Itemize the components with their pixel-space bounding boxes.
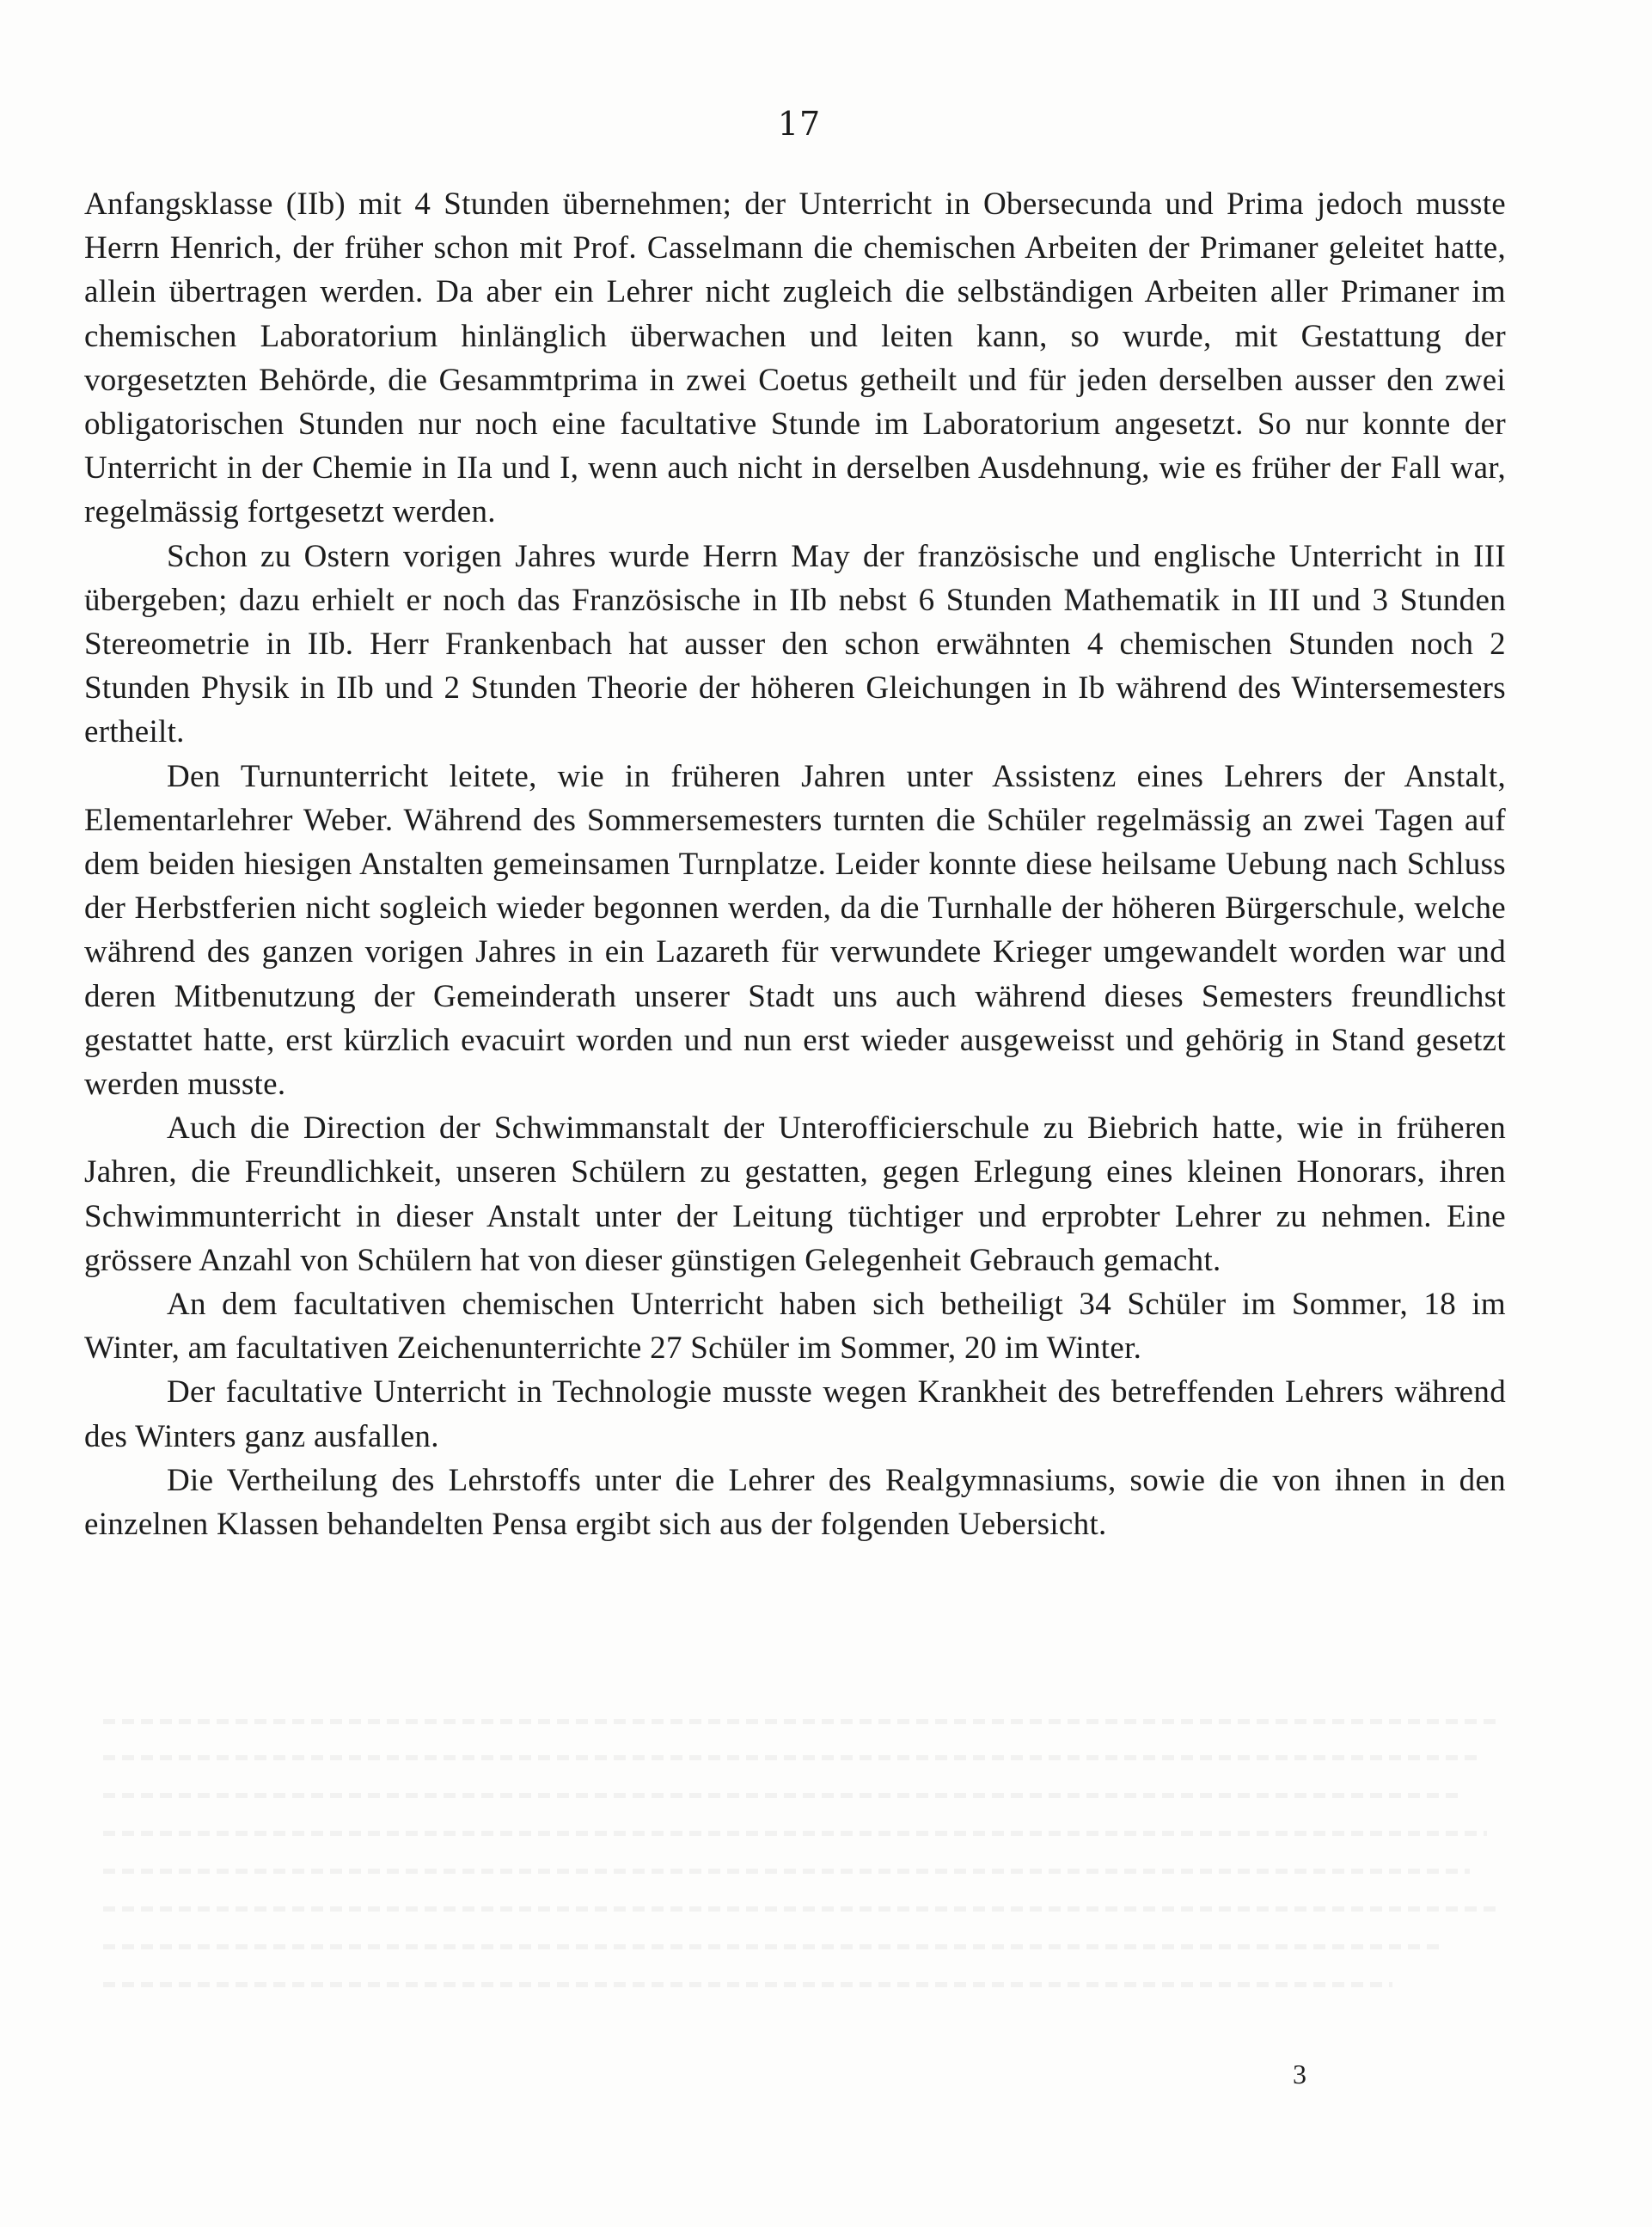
paragraph-6: Der facultative Unterricht in Technologie musste wegen Krankheit des betreffenden Lehrers während des Winters ganz ausfallen. — [84, 1374, 1506, 1454]
paragraph-7: Die Vertheilung des Lehrstoffs unter die Lehrer des Realgymnasiums, sowie die von ihnen in den einzelnen Klassen behandelten Pensa ergibt sich aus der folgenden Uebersicht. — [84, 1462, 1506, 1543]
paragraph-4: Auch die Direction der Schwimmanstalt der Unterofficierschule zu Biebrich hatte, wie in früheren Jahren, die Freundlichkeit, unseren Schülern zu gestatten, gegen Erlegung eines kleinen Honorars, ihren Schwimmunterricht in dieser Anstalt unter der Leitung tüchtiger und erprobter Lehrer zu nehmen. Eine grössere Anzahl von Schülern hat von dieser günstigen Gelegenheit Gebrauch gemacht. — [84, 1110, 1506, 1278]
paragraph-5: An dem facultativen chemischen Unterricht haben sich betheiligt 34 Schüler im Sommer, 18 im Winter, am facultativen Zeichenunterrichte 27 Schüler im Sommer, 20 im Winter. — [84, 1287, 1506, 1367]
page-number: 17 — [777, 105, 822, 143]
body-text — [84, 182, 1506, 1546]
paragraph-3: Den Turnunterricht leitete, wie in früheren Jahren unter Assistenz eines Lehrers der Anstalt, Elementarlehrer Weber. Während des Sommersemesters turnten die Schüler regelmässig an zwei Tagen auf dem beiden hiesigen Anstalten gemeinsamen Turnplatze. Leider konnte diese heilsame Uebung nach Schluss der Herbstferien nicht sogleich wieder begonnen werden, da die Turnhalle der höheren Bürgerschule, welche während des ganzen vorigen Jahres in ein Lazareth für verwundete Krieger umgewandelt worden war und deren Mitbenutzung der Gemeinderath unserer Stadt uns auch während dieses Semesters freundlichst gestattet hatte, erst kürzlich evacuirt worden und nun erst wieder ausgeweisst und gehörig in Stand gesetzt werden musste. — [84, 758, 1506, 1103]
show-through-texture — [103, 1710, 1513, 2028]
signature-mark: 3 — [1293, 2059, 1306, 2089]
paragraph-2: Schon zu Ostern vorigen Jahres wurde Herrn May der französische und englische Unterricht in III übergeben; dazu erhielt er noch das Französische in IIb nebst 6 Stunden Mathematik in III und 3 Stunden Stereometrie in IIb. Herr Frankenbach hat ausser den schon erwähnten 4 chemischen Stunden noch 2 Stunden Physik in IIb und 2 Stunden Theorie der höheren Gleichungen in Ib während des Wintersemesters ertheilt. — [84, 538, 1506, 750]
paragraph-1: Anfangsklasse (IIb) mit 4 Stunden übernehmen; der Unterricht in Obersecunda und Prima jedoch musste Herrn Henrich, der früher schon mit Prof. Casselmann die chemischen Arbeiten der Primaner geleitet hatte, allein übertragen werden. Da aber ein Lehrer nicht zugleich die selbständigen Arbeiten aller Primaner im chemischen Laboratorium hinlänglich überwachen und leiten kann, so wurde, mit Gestattung der vorgesetzten Behörde, die Gesammtprima in zwei Coetus getheilt und für jeden derselben ausser den zwei obligatorischen Stunden nur noch eine facultative Stunde im Laboratorium angesetzt. So nur konnte der Unterricht in der Chemie in IIa und I, wenn auch nicht in derselben Ausdehnung, wie es früher der Fall war, regelmässig fortgesetzt werden. — [84, 187, 1506, 530]
